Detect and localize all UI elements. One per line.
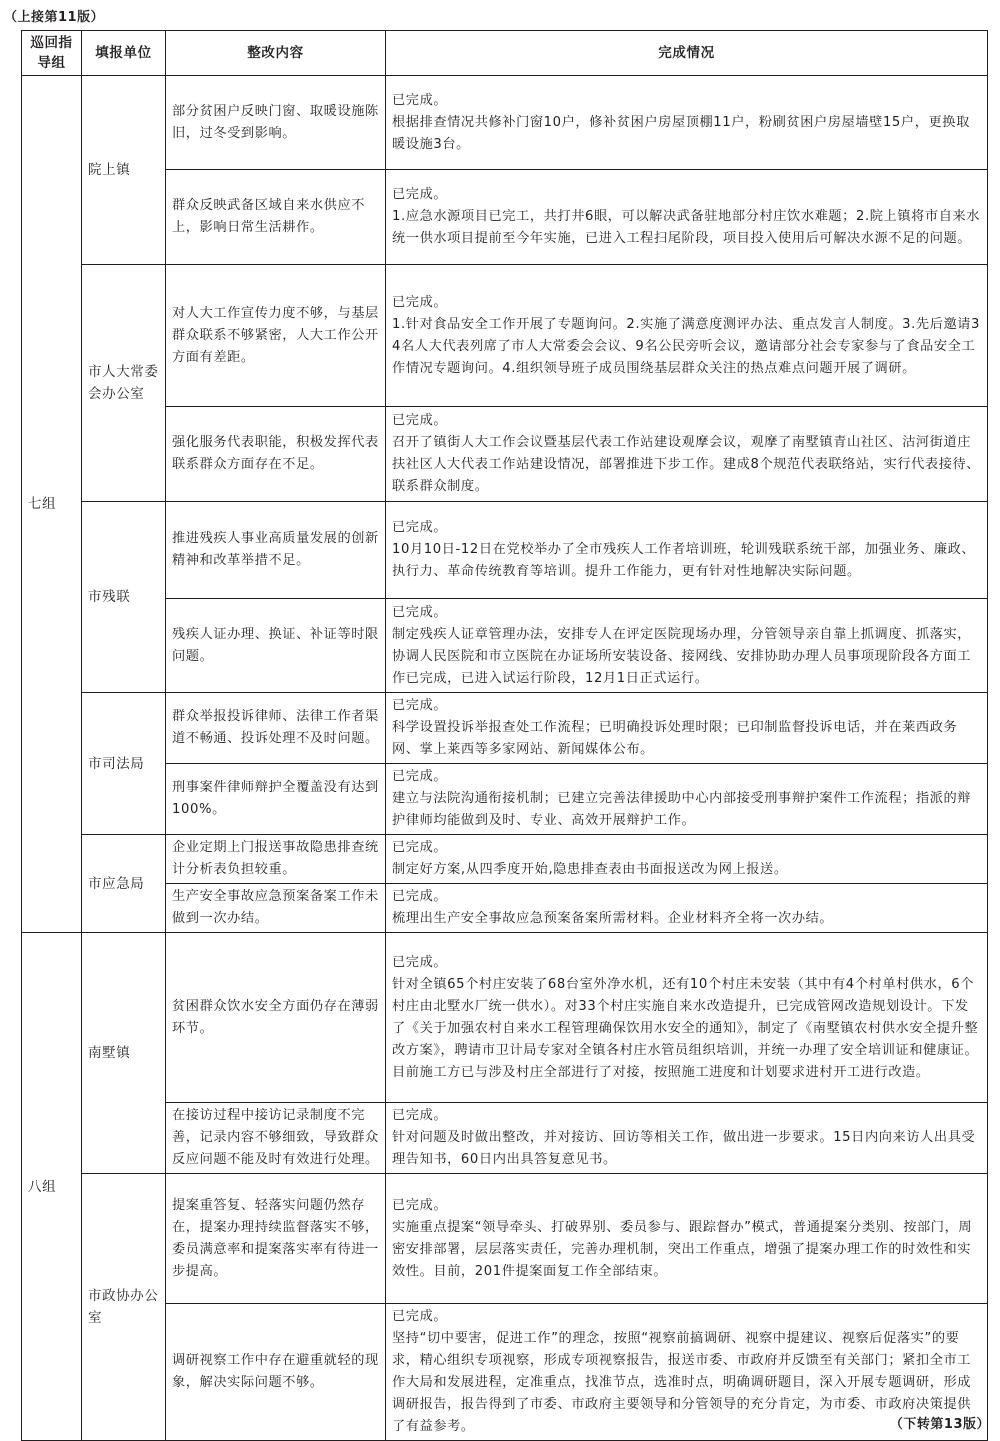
table-row	[22, 933, 988, 1103]
table-body	[22, 76, 988, 1441]
status-detail: 制定残疾人证章管理办法，安排专人在评定医院现场办理，分管领导亲自靠上抓调度、抓落实，协调人民医院和市立医院在办证场所安装设备、接网线、安排协助办理人员事项现阶段各方面工作已完成，已进入试运行阶段，12月1日正式运行。	[392, 626, 972, 686]
status-label: 已完成。	[392, 187, 448, 202]
status-label: 已完成。	[392, 698, 448, 713]
status-detail: 10月10日-12日在党校举办了全市残疾人工作者培训班，轮训残联系统干部，加强业务、廉政、执行力、革命传统教育等培训。提升工作能力，更有针对性地解决实际问题。	[392, 542, 976, 579]
status-label: 已完成。	[392, 294, 448, 310]
status-cell	[386, 407, 988, 502]
issue-cell: 残疾人证办理、换证、补证等时限问题。	[166, 599, 386, 693]
issue-cell: 提案重答复、轻落实问题仍然存在，提案办理持续监督落实不够，委员满意率和提案落实率有待进一步提高。	[166, 1174, 386, 1304]
issue-cell: 企业定期上门报送事故隐患排查统计分析表负担较重。	[166, 835, 386, 884]
table-row	[22, 265, 988, 407]
status-cell	[386, 170, 988, 265]
rectification-table	[21, 30, 988, 1441]
status-cell	[386, 599, 988, 693]
issue-cell: 群众反映武备区域自来水供应不上，影响日常生活耕作。	[166, 170, 386, 265]
table-row	[22, 76, 988, 170]
status-cell	[386, 764, 988, 835]
column-header-group: 巡回指导组	[22, 31, 82, 76]
unit-cell: 南墅镇	[82, 933, 166, 1174]
table-header-row	[22, 31, 988, 76]
table-row	[22, 1174, 988, 1304]
status-cell	[386, 1174, 988, 1304]
unit-cell: 市残联	[82, 502, 166, 693]
unit-cell: 市应急局	[82, 835, 166, 933]
table-row	[22, 693, 988, 764]
column-header-issue: 整改内容	[166, 31, 386, 76]
status-cell	[386, 933, 988, 1103]
group-cell: 八组	[22, 933, 82, 1441]
status-label: 已完成。	[392, 413, 448, 428]
table-row	[22, 1304, 988, 1441]
status-label: 已完成。	[392, 769, 448, 784]
issue-cell: 贫困群众饮水安全方面仍存在薄弱环节。	[166, 933, 386, 1103]
continued-from-note: （上接第11版）	[4, 10, 105, 25]
issue-cell: 在接访过程中接访记录制度不完善，记录内容不够细致，导致群众反应问题不能及时有效进行处理。	[166, 1103, 386, 1174]
issue-cell: 对人大工作宣传力度不够，与基层群众联系不够紧密，人大工作公开方面有差距。	[166, 265, 386, 407]
issue-cell: 调研视察工作中存在避重就轻的现象，解决实际问题不够。	[166, 1304, 386, 1441]
issue-cell: 推进残疾人事业高质量发展的创新精神和改革举措不足。	[166, 502, 386, 599]
status-cell	[386, 693, 988, 764]
status-cell	[386, 884, 988, 933]
status-detail: 1.针对食品安全工作开展了专题询问。2.实施了满意度测评办法、重点发言人制度。3.先后邀请34名人大代表列席了市人大常委会会议、9名公民旁听会议，邀请部分社会专家参与了食品安全工作情况专题询问。4.组织领导班子成员围绕基层群众关注的热点难点问题开展了调研。	[392, 316, 981, 376]
status-detail: 针对问题及时做出整改，并对接访、回访等相关工作，做出进一步要求。15日内向来访人出具受理告知书，60日内出具答复意见书。	[392, 1130, 976, 1167]
issue-cell: 刑事案件律师辩护全覆盖没有达到100%。	[166, 764, 386, 835]
issue-cell: 群众举报投诉律师、法律工作者渠道不畅通、投诉处理不及时问题。	[166, 693, 386, 764]
issue-cell: 部分贫困户反映门窗、取暖设施陈旧，过冬受到影响。	[166, 76, 386, 170]
status-label: 已完成。	[392, 604, 448, 620]
status-cell	[386, 1103, 988, 1174]
unit-cell: 市司法局	[82, 693, 166, 835]
status-label: 已完成。	[392, 520, 448, 535]
unit-cell: 市政协办公室	[82, 1174, 166, 1441]
status-cell	[386, 265, 988, 407]
table-row	[22, 170, 988, 265]
unit-cell: 院上镇	[82, 76, 166, 265]
status-label: 已完成。	[392, 1309, 448, 1324]
status-detail: 召开了镇街人大工作会议暨基层代表工作站建设观摩会议，观摩了南墅镇青山社区、沽河街道庄扶社区人大代表工作站建设情况，部署推进下步工作。建成8个规范代表联络站，实行代表接待、联系群众制度。	[392, 435, 981, 494]
table-row	[22, 884, 988, 933]
status-detail: 1.应急水源项目已完工，共打井6眼，可以解决武备驻地部分村庄饮水难题；2.院上镇将市自来水统一供水项目提前至今年实施，已进入工程扫尾阶段，项目投入使用后可解决水源不足的问题。	[392, 209, 981, 246]
status-label: 已完成。	[392, 1108, 448, 1123]
status-detail: 建立与法院沟通衔接机制；已建立完善法律援助中心内部接受刑事辩护案件工作流程；指派的辩护律师均能做到及时、专业、高效开展辩护工作。	[392, 791, 972, 828]
status-detail: 实施重点提案“领导牵头、打破界别、委员参与、跟踪督办”模式，普通提案分类别、按部门，周密安排部署，层层落实责任，完善办理机制，突出工作重点，增强了提案办理工作的时效性和实效性。目前，201件提案面复工作全部结束。	[392, 1219, 973, 1279]
status-detail: 根据排查情况共修补门窗10户，修补贫困户房屋顶棚11户，粉刷贫困户房屋墙壁15户，更换取暖设施3台。	[392, 114, 970, 152]
status-label: 已完成。	[392, 889, 448, 904]
group-cell: 七组	[22, 76, 82, 933]
status-label: 已完成。	[392, 840, 448, 855]
status-cell	[386, 502, 988, 599]
status-cell	[386, 76, 988, 170]
unit-cell: 市人大常委会办公室	[82, 265, 166, 502]
issue-cell: 强化服务代表职能，积极发挥代表联系群众方面存在不足。	[166, 407, 386, 502]
status-detail: 坚持“切中要害，促进工作”的理念，按照“视察前搞调研、视察中提建议、视察后促落实”的要求，精心组织专项视察，形成专项视察报告，报送市委、市政府并反馈至有关部门；紧扣全市工作大局和发展进程，定准重点，找准节点，选准时点，明确调研题目，深入开展专题调研，形成调研报告，报告得到了市委、市政府主要领导和分管领导的充分肯定，为市委、市政府决策提供了有益参考。	[392, 1331, 972, 1434]
status-detail: 科学设置投诉举报查处工作流程；已明确投诉处理时限；已印制监督投诉电话，并在莱西政务网、掌上莱西等多家网站、新闻媒体公布。	[392, 720, 958, 757]
status-detail: 针对全镇65个村庄安装了68台室外净水机，还有10个村庄未安装（其中有4个村单村供水，6个村庄由北墅水厂统一供水）。对33个村庄实施自来水改造提升，已完成管网改造规划设计。下发了《关于加强农村自来水工程管理确保饮用水安全的通知》，制定了《南墅镇农村供水安全提升整改方案》，聘请市卫计局专家对全镇各村庄水管员组织培训，并统一办理了安全培训证和健康证。目前施工方已与涉及村庄全部进行了对接，按照施工进度和计划要求进村开工进行改造。	[392, 976, 979, 1080]
issue-cell: 生产安全事故应急预案备案工作未做到一次办结。	[166, 884, 386, 933]
status-detail: 制定好方案,从四季度开始,隐患排查表由书面报送改为网上报送。	[392, 862, 788, 877]
table-row	[22, 407, 988, 502]
column-header-status: 完成情况	[386, 31, 988, 76]
status-label: 已完成。	[392, 954, 448, 970]
status-label: 已完成。	[392, 92, 448, 108]
table-row	[22, 502, 988, 599]
status-cell	[386, 835, 988, 884]
continued-to-note: （下转第13版）	[889, 1417, 990, 1432]
table-row	[22, 599, 988, 693]
table-row	[22, 835, 988, 884]
status-label: 已完成。	[392, 1197, 448, 1213]
status-detail: 梳理出生产安全事故应急预案备案所需材料。企业材料齐全将一次办结。	[392, 911, 834, 926]
table-row	[22, 1103, 988, 1174]
column-header-unit: 填报单位	[82, 31, 166, 76]
table-row	[22, 764, 988, 835]
